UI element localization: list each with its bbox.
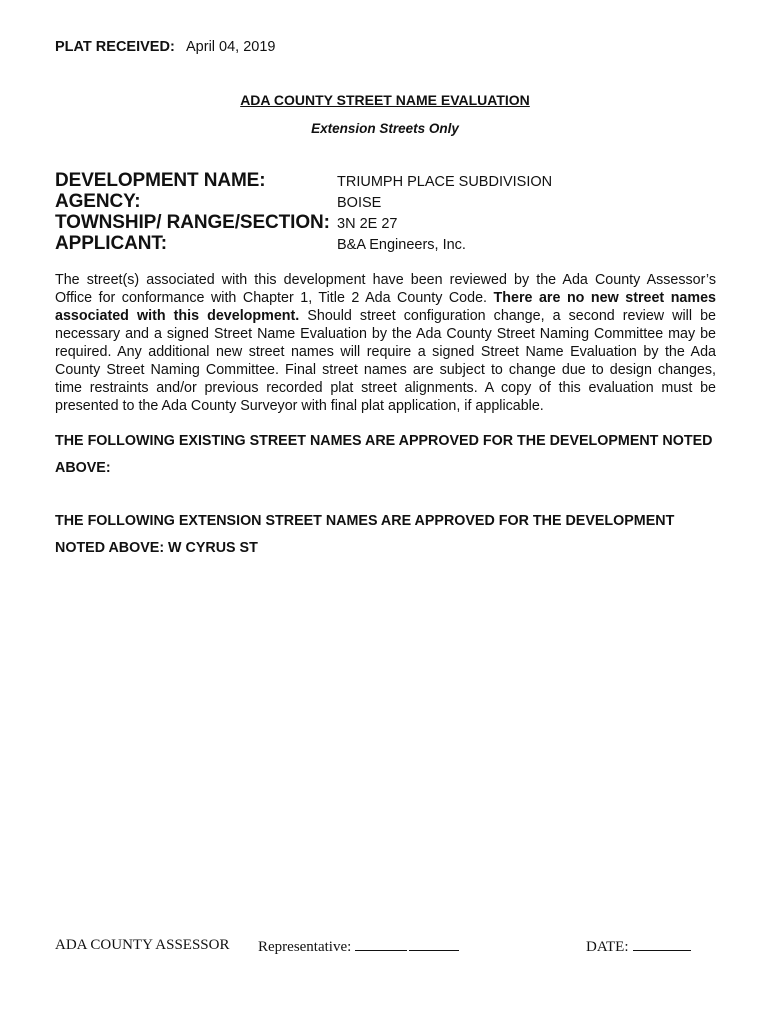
- existing-street-names-statement: THE FOLLOWING EXISTING STREET NAMES ARE APPROVED FOR THE DEVELOPMENT NOTED ABOVE:: [55, 433, 713, 476]
- review-paragraph: [55, 271, 716, 415]
- document-subtitle: Extension Streets Only: [311, 121, 459, 136]
- development-name-value: TRIUMPH PLACE SUBDIVISION: [337, 174, 553, 190]
- representative-blank-2: [409, 937, 459, 951]
- township-range-section-label: TOWNSHIP/ RANGE/SECTION:: [55, 212, 330, 233]
- representative-field: [258, 937, 459, 956]
- extension-street-names-statement: THE FOLLOWING EXTENSION STREET NAMES ARE APPROVED FOR THE DEVELOPMENT NOTED ABOVE: W CYRUS ST: [55, 513, 675, 556]
- representative-label: Representative:: [258, 939, 352, 955]
- plat-received-line: [55, 39, 276, 55]
- agency-value: BOISE: [337, 195, 382, 211]
- applicant-label: APPLICANT:: [55, 233, 167, 254]
- signature-footer: [55, 937, 715, 959]
- plat-received-label: PLAT RECEIVED:: [55, 39, 175, 55]
- field-row-agency: [55, 191, 715, 212]
- document-title: [0, 92, 770, 108]
- representative-blank-1: [355, 937, 407, 951]
- development-fields: [55, 170, 715, 254]
- date-label: DATE:: [586, 939, 629, 955]
- applicant-value: B&A Engineers, Inc.: [337, 237, 466, 253]
- development-name-label: DEVELOPMENT NAME:: [55, 170, 266, 191]
- plat-received-date: April 04, 2019: [186, 39, 276, 55]
- township-range-section-value: 3N 2E 27: [337, 216, 398, 232]
- date-field: [586, 937, 691, 956]
- document-title-text: ADA COUNTY STREET NAME EVALUATION: [240, 92, 530, 108]
- agency-label: AGENCY:: [55, 191, 141, 212]
- paragraph-bold-text: There are no new street names associated with this development.: [55, 290, 716, 324]
- field-row-development-name: [55, 170, 715, 191]
- field-row-applicant: [55, 233, 715, 254]
- assessor-label: ADA COUNTY ASSESSOR: [55, 937, 230, 953]
- paragraph-text-1: The street(s) associated with this development have been reviewed by the Ada County Assessor’s Office for conformance with Chapter 1, Title 2 Ada County Code.: [55, 272, 716, 306]
- paragraph-text-2: Should street configuration change, a second review will be necessary and a signed Street Name Evaluation by the Ada County Street Naming Committee may be required. Any additional new street names will require a signed Street Name Evaluation by the Ada County Street Naming Committee. Final street names are subject to change due to design changes, time restraints and/or previous recorded plat street alignments. A copy of this evaluation must be presented to the Ada County Surveyor with final plat application, if applicable.: [55, 308, 716, 414]
- field-row-township: [55, 212, 715, 233]
- date-blank: [633, 937, 691, 951]
